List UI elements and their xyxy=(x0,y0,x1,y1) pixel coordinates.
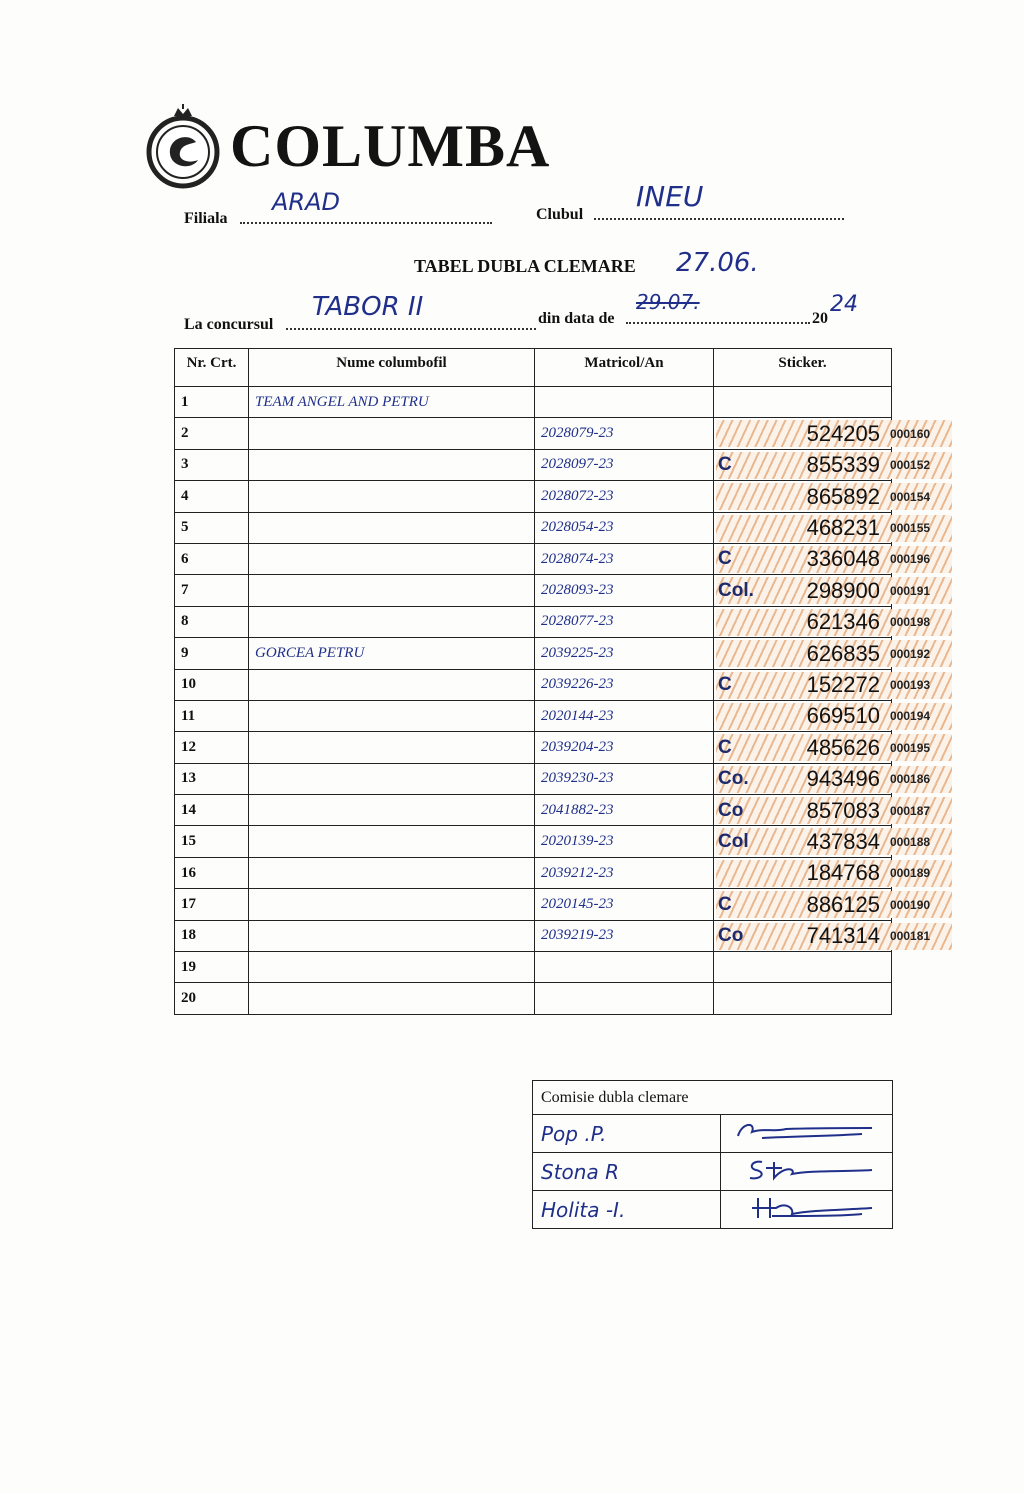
matricol-cell: 2039225-23 xyxy=(535,638,714,669)
page-title: TABEL DUBLA CLEMARE xyxy=(414,256,636,276)
sticker-prefix: C xyxy=(718,454,732,476)
sticker-code: 865892 xyxy=(806,483,880,509)
sticker-serial: 000190 xyxy=(890,897,931,912)
clemare-table xyxy=(174,348,931,1015)
sticker-code: 524205 xyxy=(806,420,880,446)
clubul-label: Clubul xyxy=(536,206,584,223)
sticker-serial: 000198 xyxy=(890,615,931,630)
matricol-cell: 2039230-23 xyxy=(535,763,714,794)
sticker-cell xyxy=(714,983,892,1014)
row-number: 16 xyxy=(175,857,249,888)
row-number: 17 xyxy=(175,889,249,920)
row-number: 19 xyxy=(175,952,249,983)
commission-title: Comisie dubla clemare xyxy=(533,1081,893,1115)
title-date: 27.06. xyxy=(676,248,759,278)
row-number: 3 xyxy=(175,449,249,480)
matricol-cell xyxy=(535,952,714,983)
sticker-serial: 000160 xyxy=(890,426,931,441)
row-number: 9 xyxy=(175,638,249,669)
sticker-cell xyxy=(714,418,931,449)
year-prefix: 20 xyxy=(812,310,828,327)
filiala-line xyxy=(240,222,492,224)
table-row xyxy=(175,449,892,480)
matricol-cell: 2041882-23 xyxy=(535,795,714,826)
sticker-serial: 000193 xyxy=(890,678,931,693)
sticker-code: 298900 xyxy=(806,577,880,603)
row-number: 10 xyxy=(175,669,249,700)
row-number: 20 xyxy=(175,983,249,1014)
filiala-value: ARAD xyxy=(272,188,340,216)
sticker-serial: 000186 xyxy=(890,772,931,787)
row-number: 5 xyxy=(175,512,249,543)
table-row xyxy=(175,575,892,606)
table-row xyxy=(175,638,892,669)
commission-member: Pop .P. xyxy=(533,1115,721,1153)
sticker-label xyxy=(716,703,952,730)
date-struck: 29.07. xyxy=(636,290,700,314)
sticker-serial: 000196 xyxy=(890,552,931,567)
table-row xyxy=(175,669,892,700)
sticker-prefix: C xyxy=(718,893,732,915)
row-number: 2 xyxy=(175,418,249,449)
sticker-label xyxy=(716,609,952,636)
sticker-code: 886125 xyxy=(806,891,880,917)
sticker-prefix: C xyxy=(718,736,732,758)
sticker-label xyxy=(716,420,952,447)
fancier-name-cell xyxy=(249,606,535,637)
sticker-prefix: Col xyxy=(718,830,749,852)
sticker-cell xyxy=(714,543,931,574)
sticker-cell xyxy=(714,732,931,763)
row-number: 7 xyxy=(175,575,249,606)
table-row xyxy=(175,889,892,920)
fancier-name-cell xyxy=(249,983,535,1014)
col-header-sticker: Sticker. xyxy=(714,349,892,387)
sticker-cell xyxy=(714,920,931,951)
commission-member: Stona R xyxy=(533,1153,721,1191)
signature xyxy=(721,1191,893,1229)
sticker-code: 437834 xyxy=(806,828,880,854)
sticker-cell xyxy=(714,669,931,700)
sticker-label xyxy=(716,891,952,918)
sticker-cell xyxy=(714,638,931,669)
row-number: 12 xyxy=(175,732,249,763)
sticker-code: 468231 xyxy=(806,515,880,541)
sticker-label xyxy=(716,546,952,573)
sticker-label xyxy=(716,734,952,761)
sticker-serial: 000195 xyxy=(890,740,931,755)
signature xyxy=(721,1153,893,1191)
sticker-label xyxy=(716,452,952,479)
fancier-name-cell xyxy=(249,575,535,606)
fancier-name-cell xyxy=(249,732,535,763)
fancier-name-cell xyxy=(249,543,535,574)
sticker-cell xyxy=(714,449,931,480)
fancier-name-cell xyxy=(249,512,535,543)
sticker-label xyxy=(716,766,952,793)
fancier-name-cell xyxy=(249,481,535,512)
sticker-serial: 000187 xyxy=(890,803,931,818)
fancier-name-cell xyxy=(249,920,535,951)
concurs-value: TABOR II xyxy=(312,292,424,322)
sticker-cell xyxy=(714,826,931,857)
matricol-cell: 2028077-23 xyxy=(535,606,714,637)
sticker-code: 855339 xyxy=(806,452,880,478)
fancier-name-cell xyxy=(249,669,535,700)
sticker-label xyxy=(716,483,952,510)
sticker-code: 485626 xyxy=(806,734,880,760)
sticker-serial: 000154 xyxy=(890,489,931,504)
fancier-name-cell xyxy=(249,952,535,983)
matricol-cell: 2039226-23 xyxy=(535,669,714,700)
date-line xyxy=(626,322,810,324)
sticker-label xyxy=(716,860,952,887)
fancier-name-cell xyxy=(249,857,535,888)
sticker-code: 152272 xyxy=(806,672,880,698)
table-row xyxy=(175,481,892,512)
matricol-cell: 2028074-23 xyxy=(535,543,714,574)
sticker-code: 336048 xyxy=(806,546,880,572)
fancier-name-cell xyxy=(249,826,535,857)
sticker-code: 184768 xyxy=(806,860,880,886)
table-row xyxy=(175,512,892,543)
table-row xyxy=(175,606,892,637)
concurs-label: La concursul xyxy=(184,316,274,333)
table-row xyxy=(175,763,892,794)
sticker-cell xyxy=(714,763,931,794)
row-number: 18 xyxy=(175,920,249,951)
sticker-code: 741314 xyxy=(806,923,880,949)
matricol-cell xyxy=(535,983,714,1014)
table-row xyxy=(175,387,892,418)
sticker-serial: 000192 xyxy=(890,646,931,661)
table-row xyxy=(175,826,892,857)
col-header-nr: Nr. Crt. xyxy=(175,349,249,387)
matricol-cell: 2039204-23 xyxy=(535,732,714,763)
matricol-cell: 2028097-23 xyxy=(535,449,714,480)
commission-table xyxy=(532,1080,893,1229)
fancier-name-cell xyxy=(249,449,535,480)
row-number: 6 xyxy=(175,543,249,574)
sticker-label xyxy=(716,640,952,667)
sticker-cell xyxy=(714,512,931,543)
col-header-matricol: Matricol/An xyxy=(535,349,714,387)
sticker-cell xyxy=(714,575,931,606)
matricol-cell: 2020139-23 xyxy=(535,826,714,857)
row-number: 11 xyxy=(175,700,249,731)
fancier-name-cell: GORCEA PETRU xyxy=(249,638,535,669)
sticker-label xyxy=(716,672,952,699)
table-row xyxy=(175,920,892,951)
matricol-cell: 2039212-23 xyxy=(535,857,714,888)
row-number: 1 xyxy=(175,387,249,418)
clubul-line xyxy=(594,218,844,220)
matricol-cell: 2028072-23 xyxy=(535,481,714,512)
table-row xyxy=(175,952,892,983)
sticker-label xyxy=(716,797,952,824)
sticker-label xyxy=(716,577,952,604)
sticker-code: 621346 xyxy=(806,609,880,635)
sticker-cell xyxy=(714,700,931,731)
sticker-cell xyxy=(714,606,931,637)
matricol-cell: 2039219-23 xyxy=(535,920,714,951)
table-row xyxy=(175,700,892,731)
sticker-serial: 000194 xyxy=(890,709,931,724)
matricol-cell: 2028054-23 xyxy=(535,512,714,543)
commission-row xyxy=(533,1153,893,1191)
fancier-name-cell xyxy=(249,418,535,449)
sticker-cell xyxy=(714,795,931,826)
sticker-label xyxy=(716,828,952,855)
sticker-cell xyxy=(714,481,931,512)
matricol-cell: 2020145-23 xyxy=(535,889,714,920)
col-header-name: Nume columbofil xyxy=(249,349,535,387)
concurs-line xyxy=(286,328,536,330)
table-header-row xyxy=(175,349,892,387)
sticker-prefix: Co xyxy=(718,799,744,821)
sticker-prefix: C xyxy=(718,548,732,570)
brand-title: COLUMBA xyxy=(230,113,551,179)
table-row xyxy=(175,732,892,763)
row-number: 13 xyxy=(175,763,249,794)
sticker-prefix: Co xyxy=(718,925,744,947)
matricol-cell: 2028079-23 xyxy=(535,418,714,449)
fancier-name-cell xyxy=(249,795,535,826)
sticker-serial: 000191 xyxy=(890,583,931,598)
din-data-label: din data de xyxy=(538,310,615,327)
row-number: 14 xyxy=(175,795,249,826)
row-number: 15 xyxy=(175,826,249,857)
year-suffix: 24 xyxy=(830,292,858,317)
sticker-code: 626835 xyxy=(806,640,880,666)
sticker-cell xyxy=(714,387,892,418)
row-number: 8 xyxy=(175,606,249,637)
sticker-serial: 000181 xyxy=(890,929,931,944)
fancier-name-cell xyxy=(249,763,535,794)
commission-member: Holita -I. xyxy=(533,1191,721,1229)
fancier-name-cell xyxy=(249,700,535,731)
table-row xyxy=(175,543,892,574)
sticker-prefix: C xyxy=(718,674,732,696)
matricol-cell xyxy=(535,387,714,418)
sticker-code: 669510 xyxy=(806,703,880,729)
sticker-cell xyxy=(714,952,892,983)
sticker-label xyxy=(716,923,952,950)
sticker-cell xyxy=(714,889,931,920)
matricol-cell: 2020144-23 xyxy=(535,700,714,731)
table-row xyxy=(175,857,892,888)
sticker-serial: 000189 xyxy=(890,866,931,881)
clubul-value: INEU xyxy=(636,180,704,213)
fancier-name-cell: TEAM ANGEL AND PETRU xyxy=(249,387,535,418)
sticker-code: 857083 xyxy=(806,797,880,823)
matricol-cell: 2028093-23 xyxy=(535,575,714,606)
row-number: 4 xyxy=(175,481,249,512)
commission-row xyxy=(533,1115,893,1153)
columba-logo-icon xyxy=(138,102,228,192)
fancier-name-cell xyxy=(249,889,535,920)
sticker-serial: 000155 xyxy=(890,521,931,536)
filiala-label: Filiala xyxy=(184,210,228,227)
sticker-serial: 000188 xyxy=(890,834,931,849)
commission-row xyxy=(533,1191,893,1229)
table-row xyxy=(175,795,892,826)
sticker-cell xyxy=(714,857,931,888)
table-row xyxy=(175,418,892,449)
sticker-label xyxy=(716,515,952,542)
table-row xyxy=(175,983,892,1014)
sticker-prefix: Col. xyxy=(718,579,754,601)
table-body xyxy=(175,387,931,1015)
sticker-serial: 000152 xyxy=(890,458,931,473)
sticker-prefix: Co. xyxy=(718,768,749,790)
sticker-code: 943496 xyxy=(806,766,880,792)
signature xyxy=(721,1115,893,1153)
